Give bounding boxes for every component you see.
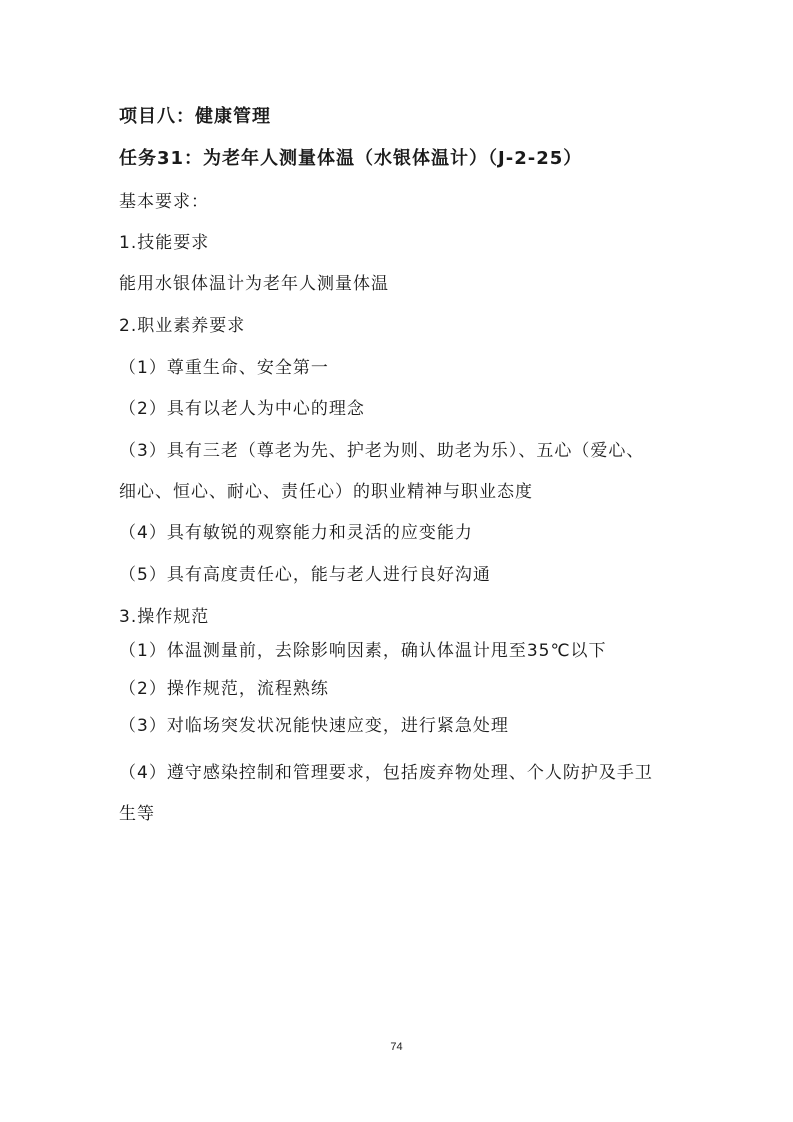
- operation-standard-item: （4）遵守感染控制和管理要求，包括废弃物处理、个人防护及手卫: [119, 763, 653, 783]
- professional-requirement-item: （2）具有以老人为中心的理念: [119, 399, 365, 419]
- operation-standards-heading: 3.操作规范: [119, 607, 210, 627]
- operation-standard-item: （1）体温测量前，去除影响因素，确认体温计甩至35℃以下: [119, 641, 607, 661]
- professional-requirement-item-continued: 细心、恒心、耐心、责任心）的职业精神与职业态度: [119, 482, 533, 502]
- skill-requirements-heading: 1.技能要求: [119, 233, 210, 253]
- professional-requirement-item: （5）具有高度责任心，能与老人进行良好沟通: [119, 565, 491, 585]
- professional-requirement-item: （4）具有敏锐的观察能力和灵活的应变能力: [119, 523, 473, 543]
- skill-requirements-text: 能用水银体温计为老年人测量体温: [119, 274, 389, 294]
- page-number: 74: [390, 1041, 403, 1053]
- operation-standard-item: （3）对临场突发状况能快速应变，进行紧急处理: [119, 716, 509, 736]
- professional-requirement-item: （1）尊重生命、安全第一: [119, 358, 329, 378]
- operation-standard-item: （2）操作规范，流程熟练: [119, 679, 329, 699]
- task-title: 任务31：为老年人测量体温（水银体温计）（J-2-25）: [119, 148, 583, 169]
- project-title: 项目八：健康管理: [119, 106, 271, 127]
- basic-requirements-label: 基本要求：: [119, 192, 209, 212]
- professional-requirement-item: （3）具有三老（尊老为先、护老为则、助老为乐）、五心（爱心、: [119, 441, 645, 461]
- professional-requirements-heading: 2.职业素养要求: [119, 316, 246, 336]
- operation-standard-item-continued: 生等: [119, 804, 155, 824]
